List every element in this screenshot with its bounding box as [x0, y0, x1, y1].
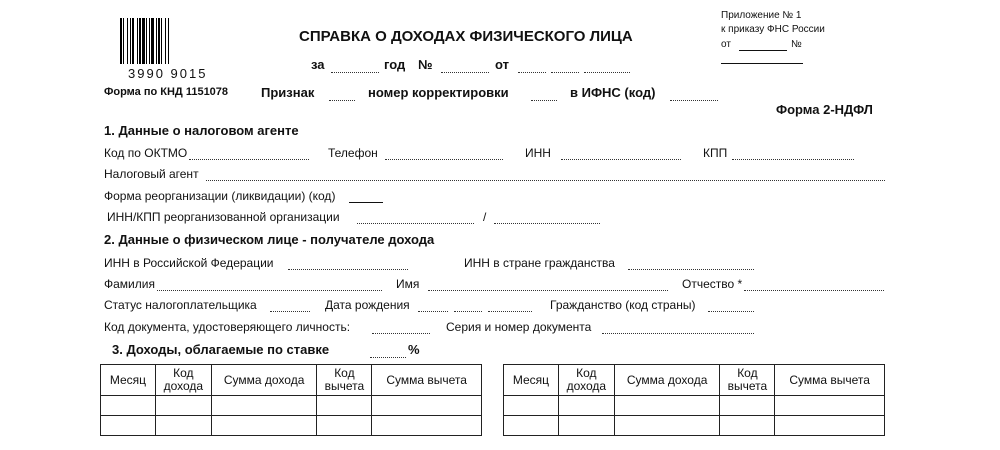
agent-field[interactable] — [206, 180, 885, 181]
inn-field[interactable] — [561, 159, 681, 160]
table-cell[interactable] — [558, 416, 614, 436]
label-name: Имя — [396, 277, 420, 291]
label-oktmo: Код по ОКТМО — [104, 146, 188, 160]
table-cell[interactable] — [101, 416, 156, 436]
year-field[interactable] — [331, 72, 379, 73]
page-title: СПРАВКА О ДОХОДАХ ФИЗИЧЕСКОГО ЛИЦА — [299, 28, 633, 45]
section3-heading: 3. Доходы, облагаемые по ставке — [112, 342, 330, 357]
date-day-field[interactable] — [518, 72, 546, 73]
date-year-field[interactable] — [584, 72, 630, 73]
oktmo-field[interactable] — [189, 159, 309, 160]
kpp-field[interactable] — [732, 159, 854, 160]
table-cell[interactable] — [504, 416, 559, 436]
table-row — [101, 416, 482, 436]
appendix-line3-num: № — [791, 39, 802, 50]
label-doc-series: Серия и номер документа — [446, 320, 592, 334]
label-inn-foreign: ИНН в стране гражданства — [464, 256, 615, 270]
table-cell[interactable] — [101, 396, 156, 416]
col-deduction-sum: Сумма вычета — [775, 365, 885, 396]
label-birth: Дата рождения — [325, 298, 410, 312]
table-row — [101, 396, 482, 416]
table-cell[interactable] — [155, 396, 211, 416]
form-name: Форма 2-НДФЛ — [776, 102, 873, 117]
label-status: Статус налогоплательщика — [104, 298, 257, 312]
patronymic-field[interactable] — [744, 290, 884, 291]
reorg-form-field[interactable] — [349, 202, 383, 203]
table-cell[interactable] — [317, 416, 372, 436]
label-agent: Налоговый агент — [104, 167, 199, 181]
table-cell[interactable] — [211, 396, 317, 416]
inn-rf-field[interactable] — [288, 269, 408, 270]
barcode-number: 3990 9015 — [128, 66, 208, 81]
label-citizenship: Гражданство (код страны) — [550, 298, 696, 312]
table-cell[interactable] — [775, 416, 885, 436]
label-doc-code: Код документа, удостоверяющего личность: — [104, 320, 351, 334]
table-cell[interactable] — [775, 396, 885, 416]
birth-month-field[interactable] — [454, 311, 482, 312]
appendix-line2: к приказу ФНС России — [721, 24, 825, 35]
col-income-sum: Сумма дохода — [211, 365, 317, 396]
table-cell[interactable] — [372, 416, 482, 436]
appendix-line3-ot: от — [721, 39, 731, 50]
section2-heading: 2. Данные о физическом лице - получателе дохода — [104, 232, 435, 247]
label-god: год — [384, 57, 406, 72]
phone-field[interactable] — [385, 159, 503, 160]
label-kpp: КПП — [703, 146, 728, 160]
col-month: Месяц — [504, 365, 559, 396]
reorg-kpp-field[interactable] — [494, 223, 600, 224]
reorg-inn-field[interactable] — [357, 223, 474, 224]
appendix-date-line — [739, 50, 787, 51]
table-cell[interactable] — [317, 396, 372, 416]
label-ot: от — [495, 57, 509, 72]
doc-code-field[interactable] — [372, 333, 430, 334]
doc-series-field[interactable] — [602, 333, 754, 334]
table-row — [504, 416, 885, 436]
section1-heading: 1. Данные о налоговом агенте — [104, 123, 299, 138]
date-month-field[interactable] — [551, 72, 579, 73]
status-field[interactable] — [270, 311, 310, 312]
label-phone: Телефон — [328, 146, 378, 160]
col-deduction-code: Код вычета — [317, 365, 372, 396]
col-deduction-sum: Сумма вычета — [372, 365, 482, 396]
inn-foreign-field[interactable] — [628, 269, 754, 270]
barcode-image — [120, 18, 220, 64]
table-cell[interactable] — [155, 416, 211, 436]
table-cell[interactable] — [372, 396, 482, 416]
col-income-sum: Сумма дохода — [614, 365, 720, 396]
appendix-number-line — [721, 63, 803, 64]
correction-field[interactable] — [531, 100, 557, 101]
table-cell[interactable] — [614, 396, 720, 416]
table-cell[interactable] — [720, 416, 775, 436]
rate-field[interactable] — [370, 357, 406, 358]
table-cell[interactable] — [614, 416, 720, 436]
col-month: Месяц — [101, 365, 156, 396]
label-number: № — [418, 57, 433, 72]
label-inn: ИНН — [525, 146, 551, 160]
name-field[interactable] — [428, 290, 668, 291]
col-income-code: Код дохода — [558, 365, 614, 396]
table-cell[interactable] — [720, 396, 775, 416]
ifns-field[interactable] — [670, 100, 718, 101]
percent-sign: % — [408, 342, 420, 357]
income-table-left — [100, 364, 482, 436]
label-reorg-form: Форма реорганизации (ликвидации) (код) — [104, 189, 336, 203]
birth-year-field[interactable] — [488, 311, 532, 312]
slash: / — [483, 210, 487, 224]
label-za: за — [311, 57, 325, 72]
label-priznak: Признак — [261, 85, 315, 100]
table-row — [504, 396, 885, 416]
table-cell[interactable] — [558, 396, 614, 416]
label-surname: Фамилия — [104, 277, 155, 291]
label-reorg-inn: ИНН/КПП реорганизованной организации — [107, 210, 340, 224]
col-income-code: Код дохода — [155, 365, 211, 396]
priznak-field[interactable] — [329, 100, 355, 101]
birth-day-field[interactable] — [418, 311, 448, 312]
income-table-right — [503, 364, 885, 436]
label-correction: номер корректировки — [368, 85, 509, 100]
table-cell[interactable] — [211, 416, 317, 436]
number-field[interactable] — [441, 72, 489, 73]
table-cell[interactable] — [504, 396, 559, 416]
label-patronymic: Отчество * — [682, 277, 743, 291]
form-code: Форма по КНД 1151078 — [104, 86, 229, 98]
label-ifns: в ИФНС (код) — [570, 85, 656, 100]
col-deduction-code: Код вычета — [720, 365, 775, 396]
surname-field[interactable] — [157, 290, 382, 291]
appendix-line1: Приложение № 1 — [721, 10, 802, 21]
label-inn-rf: ИНН в Российской Федерации — [104, 256, 274, 270]
citizenship-field[interactable] — [708, 311, 754, 312]
